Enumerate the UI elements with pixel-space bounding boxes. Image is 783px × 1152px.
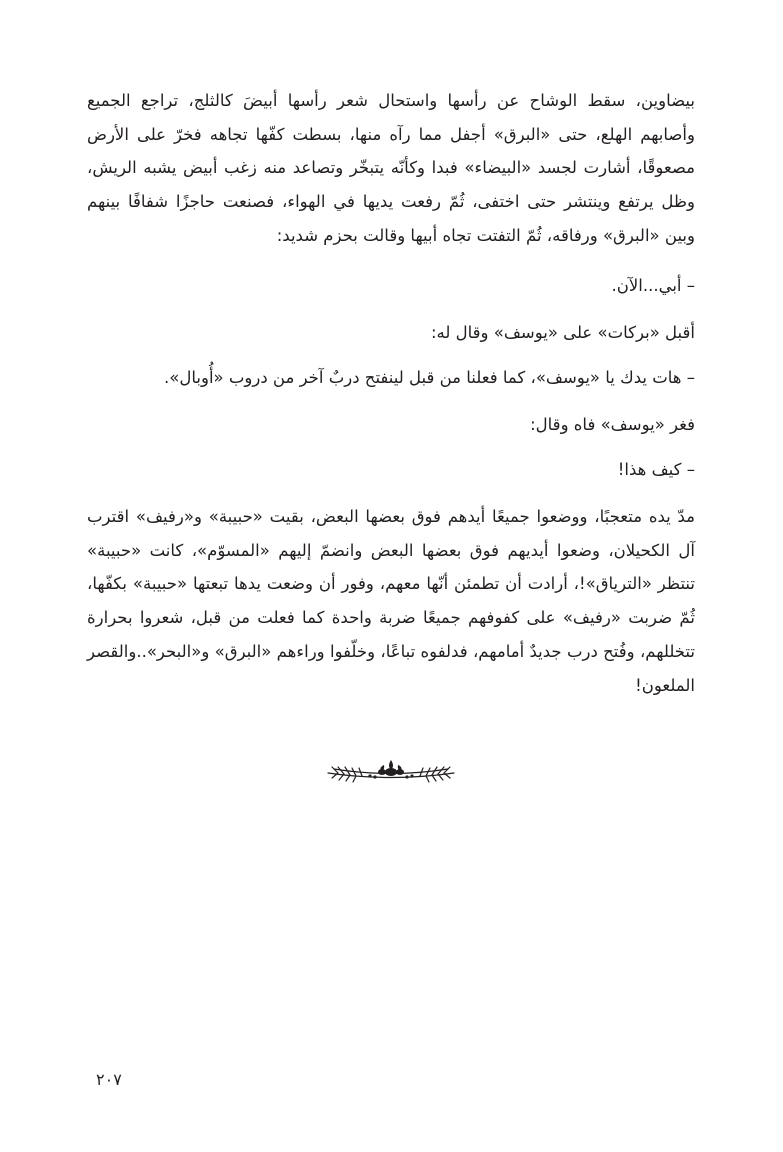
paragraph-2: أقبل «بركات» على «يوسف» وقال له:: [430, 323, 695, 342]
dialogue-line-3: – كيف هذا!: [617, 460, 695, 479]
paragraph-1: بيضاوين، سقط الوشاح عن رأسها واستحال شعر رأسها أبيضَ كالثلج، تراجع الجميع وأصابهم الهلع، حتى «البرق» أجفل مما رآه منها، بسطت كفّها تجاهه فخرّ على الأرض مصعوقًا، أشارت لجسد «البيضاء» فبدا وكأنّه يتبخّر وتصاعد منه زغب أبيض يشبه الريش، وظل يرتفع وينتشر حتى اختفى، ثُمّ رفعت يديها في الهواء، فصنعت حاجزًا شفافًا بينهم وبين «البرق» ورفاقه، ثُمّ التفتت تجاه أبيها وقالت بحزم شديد:: [87, 91, 695, 245]
paragraph-3: فغر «يوسف» فاه وقال:: [530, 415, 695, 434]
dialogue-line-2: – هات يدك يا «يوسف»، كما فعلنا من قبل لينفتح دربٌ آخر من دروب «أُوبال».: [164, 368, 695, 387]
section-divider-ornament-icon: [324, 752, 458, 794]
paragraph-4: مدّ يده متعجبًا، ووضعوا جميعًا أيدهم فوق بعضها البعض، بقيت «حبيبة» و«رفيف» اقترب آل الكحيلان، وضعوا أيديهم فوق بعضها البعض وانضمّ إليهم «المسوّم»، كانت «حبيبة» تنتظر «الترياق»!، أرادت أن تطمئن أنّها معهم، وفور أن وضعت يدها تبعتها «حبيبة» بكفّها، ثُمّ ضربت «رفيف» على كفوفهم جميعًا ضربة واحدة كما فعلت من قبل، شعروا بحرارة تتخللهم، وفُتح درب جديدٌ أمامهم، فدلفوه تباعًا، وخلّفوا وراءهم «البرق» و«البحر»..والقصر الملعون!: [87, 507, 695, 695]
dialogue-line-1: – أبي...الآن.: [611, 276, 695, 295]
page-number: ٢٠٧: [96, 1070, 122, 1089]
